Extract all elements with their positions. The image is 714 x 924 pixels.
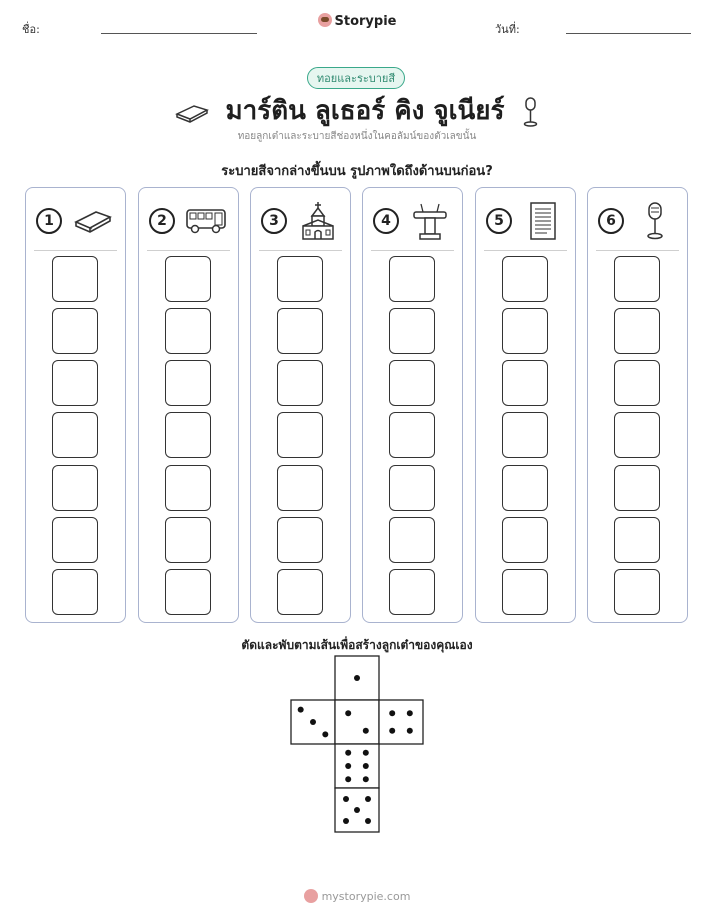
dice-face-4: [379, 700, 423, 744]
dice-face-5: [335, 788, 379, 832]
dice-face-6: [335, 744, 379, 788]
date-label: วันที่:: [495, 23, 520, 36]
dice-pip: [310, 719, 316, 725]
dice-face-1: [335, 656, 379, 700]
dice-pip: [345, 776, 351, 782]
dice-pip: [407, 710, 413, 716]
dice-pip: [345, 750, 351, 756]
dice-pip: [354, 675, 360, 681]
column-number: 3: [261, 208, 287, 234]
column-number: 2: [149, 208, 175, 234]
dice-pip: [343, 796, 349, 802]
dice-pip: [354, 807, 360, 813]
column-number: 5: [486, 208, 512, 234]
dice-pip: [322, 731, 328, 737]
dice-face-2: [335, 700, 379, 744]
dice-face-3: [291, 700, 335, 744]
name-label: ชื่อ:: [22, 23, 40, 36]
footer: [0, 889, 714, 903]
dice-pip: [365, 796, 371, 802]
dice-pip: [363, 728, 369, 734]
activity-badge: ทอยและระบายสี: [307, 67, 405, 89]
dice-pip: [363, 776, 369, 782]
dice-pip: [345, 710, 351, 716]
storypie-logo-icon: [304, 889, 318, 903]
dice-pip: [389, 710, 395, 716]
dice-pip: [343, 818, 349, 824]
dice-pip: [298, 707, 304, 713]
question: ระบายสีจากล่างขึ้นบน รูปภาพใดถึงด้านบนก่อน?: [221, 164, 493, 179]
cut-instruction: ตัดและพับตามเส้นเพื่อสร้างลูกเต๋าของคุณเอง: [241, 638, 473, 652]
column-number: 6: [598, 208, 624, 234]
dice-pip: [365, 818, 371, 824]
dice-pip: [363, 763, 369, 769]
dice-pip: [345, 763, 351, 769]
column-number: 1: [36, 208, 62, 234]
footer-url[interactable]: mystorypie.com: [321, 890, 411, 903]
subtitle: ทอยลูกเต๋าและระบายสีช่องหนึ่งในคอลัมน์ของตัวเลขนั้น: [237, 131, 477, 142]
dice-pip: [363, 750, 369, 756]
column-number: 4: [373, 208, 399, 234]
page-title: มาร์ติน ลูเธอร์ คิง จูเนียร์: [225, 96, 505, 126]
dice-pip: [389, 728, 395, 734]
brand-name: Storypie: [334, 14, 397, 29]
dice-pip: [407, 728, 413, 734]
